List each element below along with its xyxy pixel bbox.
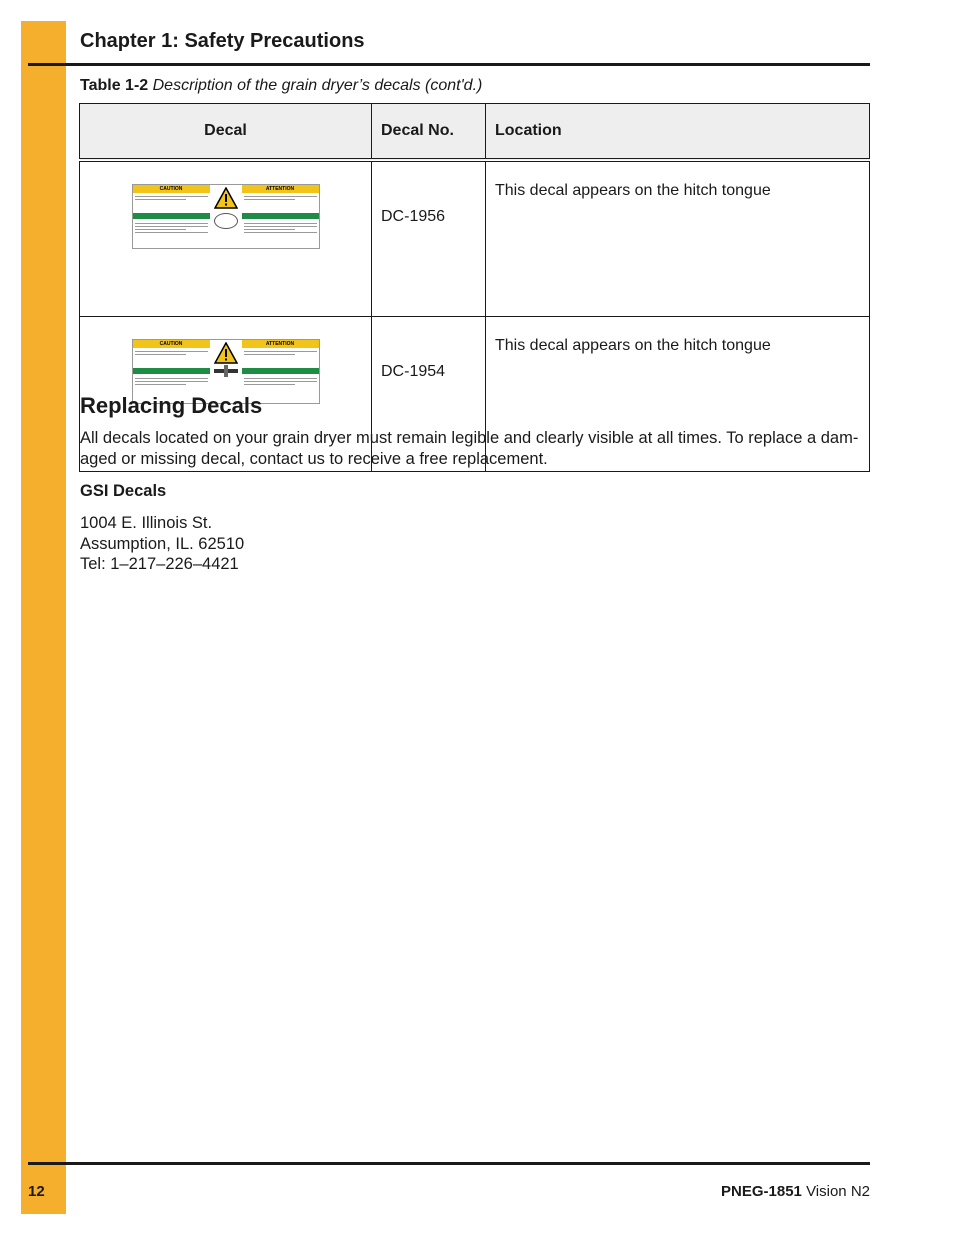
decal-caution-header: CAUTION <box>133 340 210 348</box>
table-caption <box>80 77 482 95</box>
document-id <box>721 1183 870 1200</box>
decal-symbol-column <box>210 185 242 248</box>
table-caption-text: Description of the grain dryer’s decals (cont'd.) <box>152 77 483 94</box>
decal-attention-header: ATTENTION <box>242 185 319 193</box>
decal-caution-header: CAUTION <box>133 185 210 193</box>
hitch-pin-icon <box>213 364 239 378</box>
sidebar-accent-bar <box>21 21 66 1214</box>
warning-triangle-icon <box>214 187 238 209</box>
column-header-decal: Decal <box>80 104 372 161</box>
warning-triangle-icon <box>214 342 238 364</box>
decal-english-half <box>133 185 210 248</box>
footer-rule <box>28 1162 870 1165</box>
decal-image-cell <box>80 160 372 317</box>
column-header-decal-no: Decal No. <box>372 104 486 161</box>
wheel-icon <box>214 213 238 229</box>
document-suffix: Vision N2 <box>806 1183 870 1200</box>
decal-attention-header: ATTENTION <box>242 340 319 348</box>
address-phone: Tel: 1–217–226–4421 <box>80 555 239 573</box>
column-header-location: Location <box>486 104 870 161</box>
decal-location: This decal appears on the hitch tongue <box>486 160 870 317</box>
section-body: All decals located on your grain dryer must remain legible and clearly visible at all times. To replace a dam-aged or missing decal, contact us to receive a free replacement. <box>80 429 859 468</box>
section-title: Replacing Decals <box>80 393 263 418</box>
decal-image <box>132 184 320 249</box>
gsi-decals-heading: GSI Decals <box>80 482 167 500</box>
decal-french-half <box>242 185 319 248</box>
decal-number: DC-1954 <box>372 317 486 472</box>
header-rule <box>28 63 870 66</box>
decal-number: DC-1956 <box>372 160 486 317</box>
decal-location: This decal appears on the hitch tongue <box>486 317 870 472</box>
table-caption-number: Table 1-2 <box>80 77 149 94</box>
table-header-row <box>80 104 870 161</box>
table-row <box>80 160 870 317</box>
document-code: PNEG-1851 <box>721 1183 802 1200</box>
address-block <box>80 513 244 575</box>
chapter-title: Chapter 1: Safety Precautions <box>80 30 365 52</box>
address-city: Assumption, IL. 62510 <box>80 534 245 553</box>
page-number: 12 <box>28 1183 45 1200</box>
address-street: 1004 E. Illinois St. <box>80 514 213 532</box>
